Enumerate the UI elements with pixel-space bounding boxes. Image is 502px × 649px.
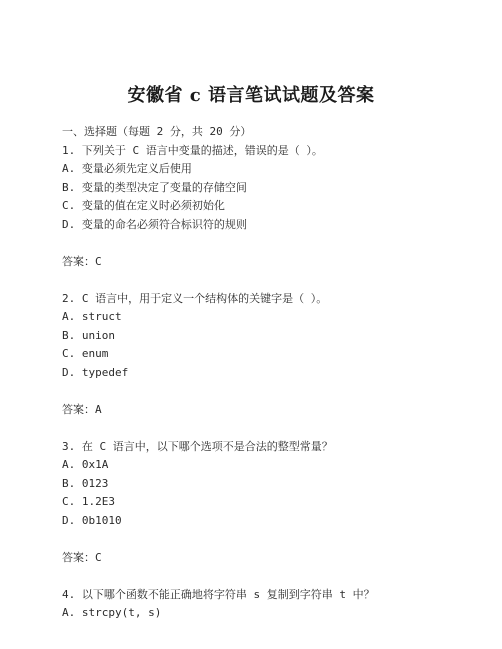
spacer — [62, 419, 462, 438]
spacer — [62, 234, 462, 253]
answer-line: 答案：C — [62, 550, 102, 564]
question-option: A. struct — [62, 310, 122, 323]
question-option: B. 0123 — [62, 476, 109, 490]
question-option: A. 变量必须先定义后使用 — [62, 162, 192, 175]
answer-line: 答案：A — [62, 402, 102, 416]
question-stem: 2. C 语言中，用于定义一个结构体的关键字是（ ）。 — [62, 291, 328, 305]
spacer — [62, 382, 462, 401]
question-option: C. enum — [62, 347, 109, 360]
question-stem: 1. 下列关于 C 语言中变量的描述，错误的是（ ）。 — [62, 143, 323, 157]
question-stem: 4. 以下哪个函数不能正确地将字符串 s 复制到字符串 t 中？ — [62, 587, 375, 601]
page-title: 安徽省 c 语言笔试试题及答案 — [127, 85, 375, 106]
question-option: D. 变量的命名必须符合标识符的规则 — [62, 217, 247, 231]
question-option: B. 变量的类型决定了变量的存储空间 — [62, 180, 247, 194]
document-body — [62, 123, 462, 623]
section-heading: 一、选择题（每题 2 分，共 20 分） — [62, 125, 252, 138]
question-option: C. 变量的值在定义时必须初始化 — [62, 199, 225, 212]
question-option: C. 1.2E3 — [62, 495, 115, 508]
question-option: A. 0x1A — [62, 458, 109, 471]
question-stem: 3. 在 C 语言中，以下哪个选项不是合法的整型常量？ — [62, 439, 333, 453]
question-option: D. typedef — [62, 365, 129, 379]
question-option: B. union — [62, 328, 115, 342]
spacer — [62, 567, 462, 586]
spacer — [62, 271, 462, 290]
question-option: A. strcpy(t, s) — [62, 606, 162, 619]
question-option: D. 0b1010 — [62, 513, 122, 527]
answer-line: 答案：C — [62, 254, 102, 268]
spacer — [62, 530, 462, 549]
